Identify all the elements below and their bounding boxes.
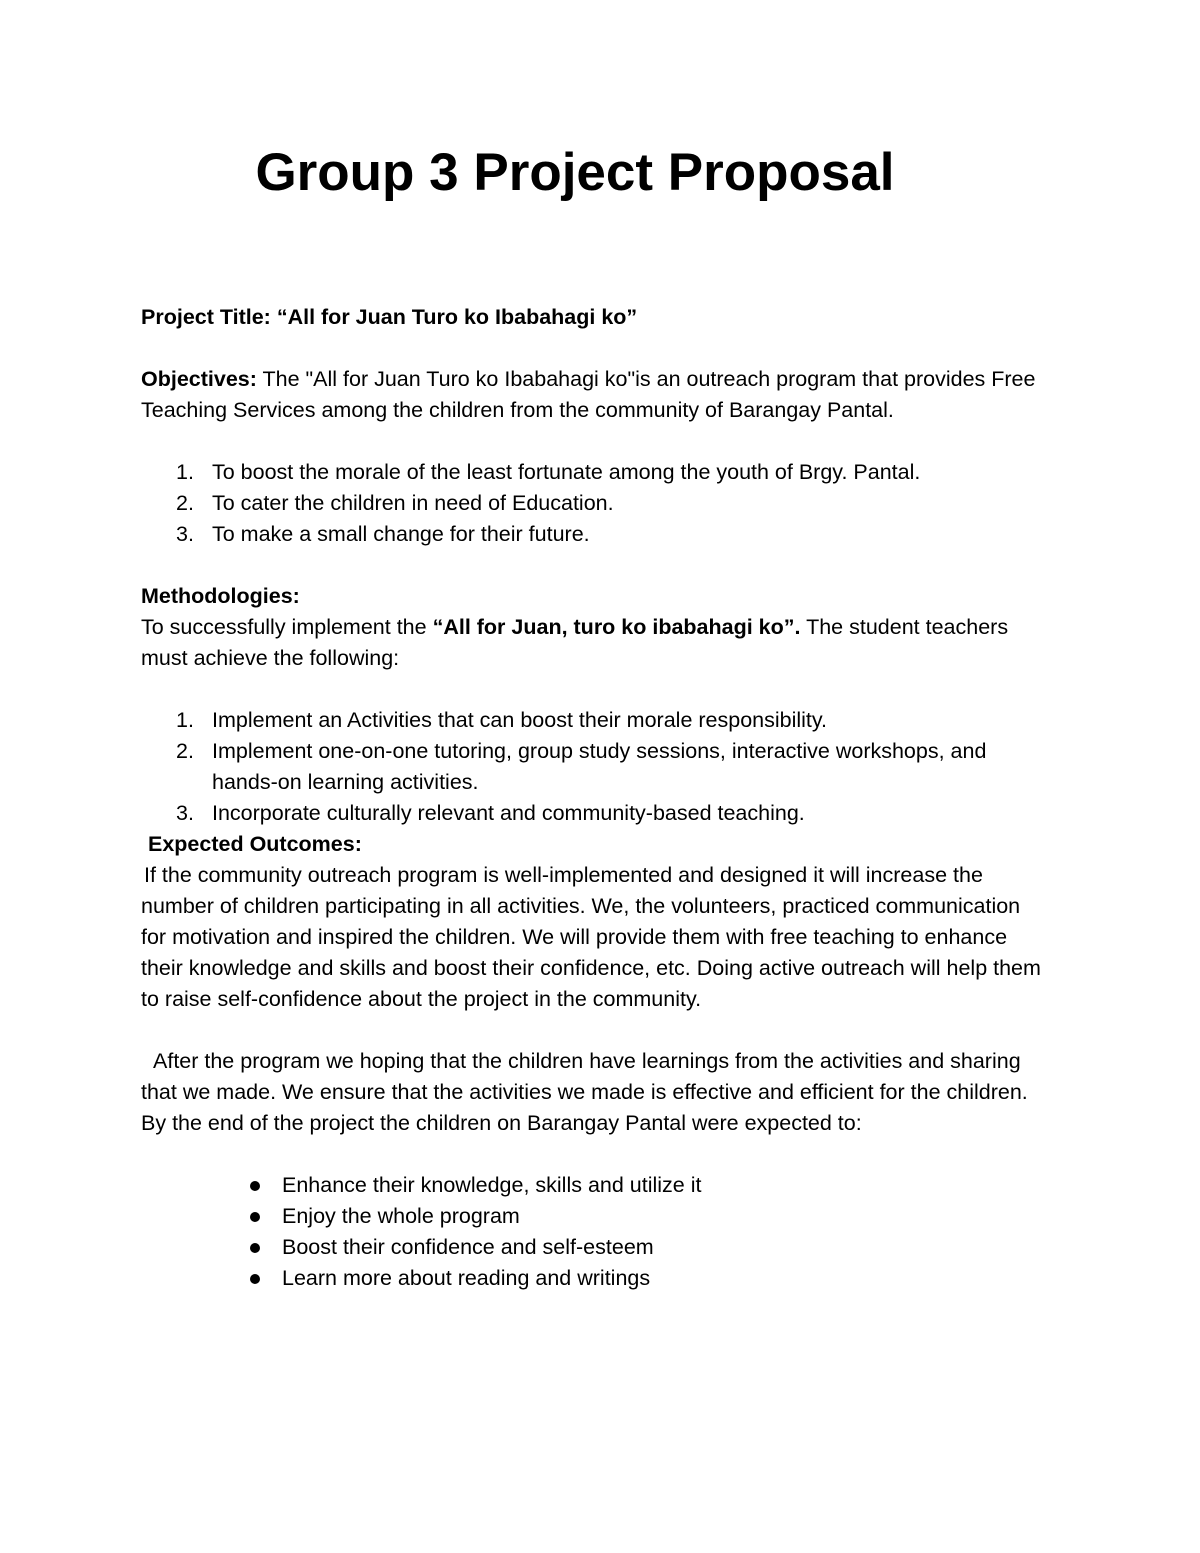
project-title-line (141, 302, 1051, 333)
list-item (141, 1170, 1051, 1201)
bullet-icon (250, 1212, 260, 1222)
list-item-text: Implement one-on-one tutoring, group study sessions, interactive workshops, and hands-on learning activities. (212, 739, 987, 794)
project-title-value: “All for Juan Turo ko Ibabahagi ko” (276, 305, 638, 329)
expected-outcomes-heading: Expected Outcomes: (148, 832, 362, 856)
list-item-text: To cater the children in need of Education. (212, 491, 614, 515)
expected-outcomes-paragraph-2 (141, 1046, 1051, 1139)
list-item (141, 1201, 1051, 1232)
list-item-text: To boost the morale of the least fortunate among the youth of Brgy. Pantal. (212, 460, 921, 484)
methodologies-intro-title: “All for Juan, turo ko ibabahagi ko”. (432, 615, 801, 639)
list-item-text: Enjoy the whole program (282, 1204, 520, 1228)
bullet-icon (250, 1181, 260, 1191)
list-item (141, 705, 1051, 736)
expected-outcomes-text-2: After the program we hoping that the children have learnings from the activities and sharing that we made. We ensure that the activities we made is effective and efficient for the children. By the end of the project the children on Barangay Pantal were expected to: (141, 1049, 1028, 1135)
objectives-paragraph (141, 364, 1051, 426)
list-item-text: Incorporate culturally relevant and community-based teaching. (212, 801, 805, 825)
list-item-text: Implement an Activities that can boost their morale responsibility. (212, 708, 828, 732)
methodologies-intro-after: The student teachers must achieve the following: (141, 615, 1009, 670)
methodologies-list (141, 705, 1051, 829)
project-title-label: Project Title: (141, 305, 271, 329)
list-item-text: Boost their confidence and self-esteem (282, 1235, 654, 1259)
document-title: Group 3 Project Proposal (255, 143, 895, 202)
bullet-icon (250, 1274, 260, 1284)
list-item-number: 1. (176, 708, 194, 732)
list-item (141, 519, 1051, 550)
list-item-text: To make a small change for their future. (212, 522, 590, 546)
expected-outcomes-paragraph-1 (141, 860, 1051, 1015)
list-item-text: Learn more about reading and writings (282, 1266, 651, 1290)
methodologies-intro-before: To successfully implement the (141, 615, 433, 639)
document-body (141, 302, 1051, 1294)
bullet-icon (250, 1243, 260, 1253)
list-item (141, 798, 1051, 829)
methodologies-heading: Methodologies: (141, 584, 300, 608)
methodologies-intro (141, 612, 1051, 674)
list-item (141, 457, 1051, 488)
objectives-intro: The "All for Juan Turo ko Ibabahagi ko"is an outreach program that provides Free Teaching Services among the children from the community of Barangay Pantal. (141, 367, 1036, 422)
list-item-number: 3. (176, 801, 194, 825)
list-item-number: 3. (176, 522, 194, 546)
list-item (141, 1232, 1051, 1263)
spacer (141, 550, 1051, 581)
spacer (141, 333, 1051, 364)
spacer (141, 674, 1051, 705)
spacer (141, 1139, 1051, 1170)
list-item (141, 488, 1051, 519)
list-item-number: 1. (176, 460, 194, 484)
spacer (141, 426, 1051, 457)
objectives-list (141, 457, 1051, 550)
objectives-label: Objectives: (141, 367, 257, 391)
outcomes-bullet-list (141, 1170, 1051, 1294)
list-item-number: 2. (176, 491, 194, 515)
list-item (141, 1263, 1051, 1294)
list-item-text: Enhance their knowledge, skills and utilize it (282, 1173, 702, 1197)
list-item (141, 736, 1051, 798)
spacer (141, 1015, 1051, 1046)
list-item-number: 2. (176, 739, 194, 763)
expected-outcomes-text-1: If the community outreach program is well-implemented and designed it will increase the number of children participating in all activities. We, the volunteers, practiced communication for motivation and inspired the children. We will provide them with free teaching to enhance their knowledge and skills and boost their confidence, etc. Doing active outreach will help them to raise self-confidence about the project in the community. (141, 863, 1041, 1011)
